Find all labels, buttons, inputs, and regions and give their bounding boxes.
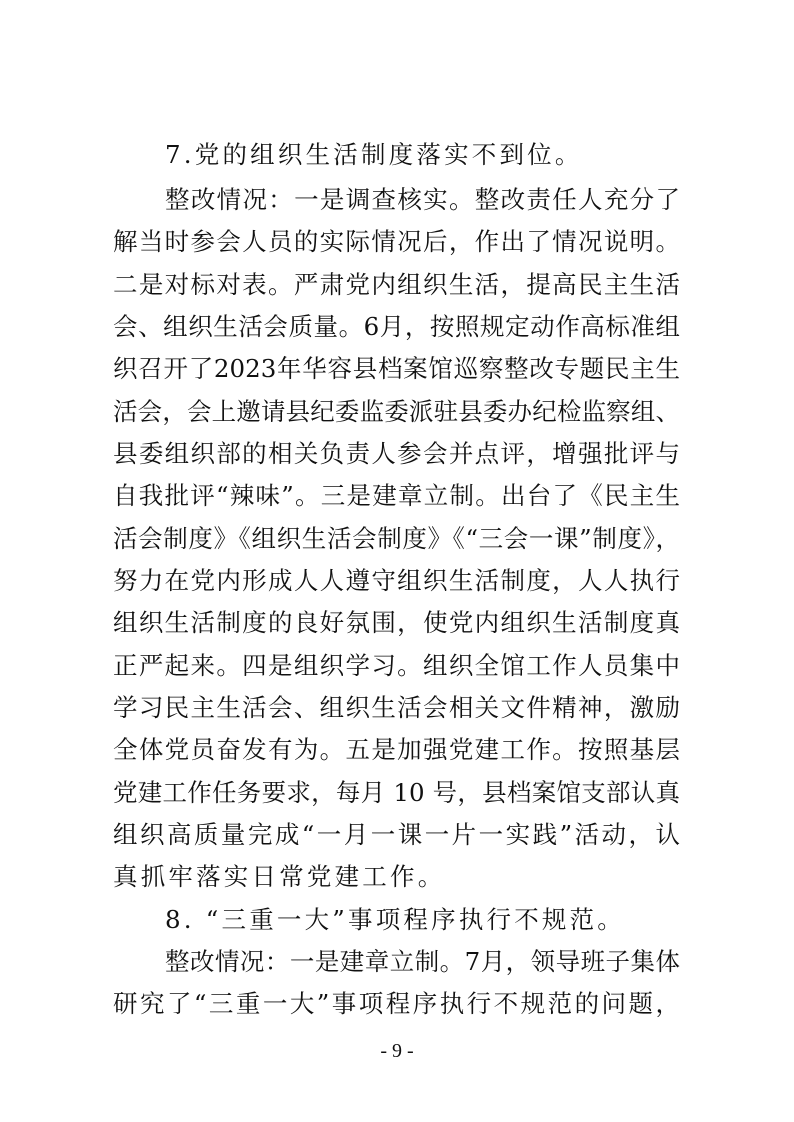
body-line: 整改情况：一是调查核实。整改责任人充分了 (165, 185, 680, 214)
body-line: 努力在党内形成人人遵守组织生活制度，人人执行 (113, 566, 680, 595)
body-line: 自我批评“辣味”。三是建章立制。出台了《民主生 (113, 481, 680, 510)
body-line: 正严起来。四是组织学习。组织全馆工作人员集中 (113, 651, 680, 680)
body-line: 全体党员奋发有为。五是加强党建工作。按照基层 (113, 735, 680, 764)
body-line: 活会，会上邀请县纪委监委派驻县委办纪检监察组、 (113, 397, 680, 426)
body-line: 解当时参会人员的实际情况后，作出了情况说明。 (113, 227, 680, 256)
body-line: 织召开了2023年华容县档案馆巡察整改专题民主生 (113, 354, 680, 383)
body-line: 真抓牢落实日常党建工作。 (113, 862, 446, 891)
body-line: 会、组织生活会质量。6月，按照规定动作高标准组 (113, 312, 680, 341)
body-line: 活会制度》《组织生活会制度》《“三会一课”制度》， (113, 524, 680, 553)
body-line: 县委组织部的相关负责人参会并点评，增强批评与 (113, 439, 680, 468)
body-line: 研究了“三重一大”事项程序执行不规范的问题， (113, 989, 680, 1018)
page-number: - 9 - (380, 1040, 414, 1062)
heading-item-7: 7.党的组织生活制度落实不到位。 (165, 140, 583, 169)
body-line: 组织生活制度的良好氛围，使党内组织生活制度真 (113, 608, 680, 637)
body-line: 组织高质量完成“一月一课一片一实践”活动，认 (113, 820, 680, 849)
body-line: 党建工作任务要求，每月 10 号，县档案馆支部认真 (113, 778, 680, 807)
body-line: 学习民主生活会、组织生活会相关文件精神，激励 (113, 693, 680, 722)
heading-item-8: 8. “三重一大”事项程序执行不规范。 (165, 905, 626, 934)
body-line: 整改情况：一是建章立制。7月，领导班子集体 (165, 947, 680, 976)
body-line: 二是对标对表。严肃党内组织生活，提高民主生活 (113, 270, 680, 299)
